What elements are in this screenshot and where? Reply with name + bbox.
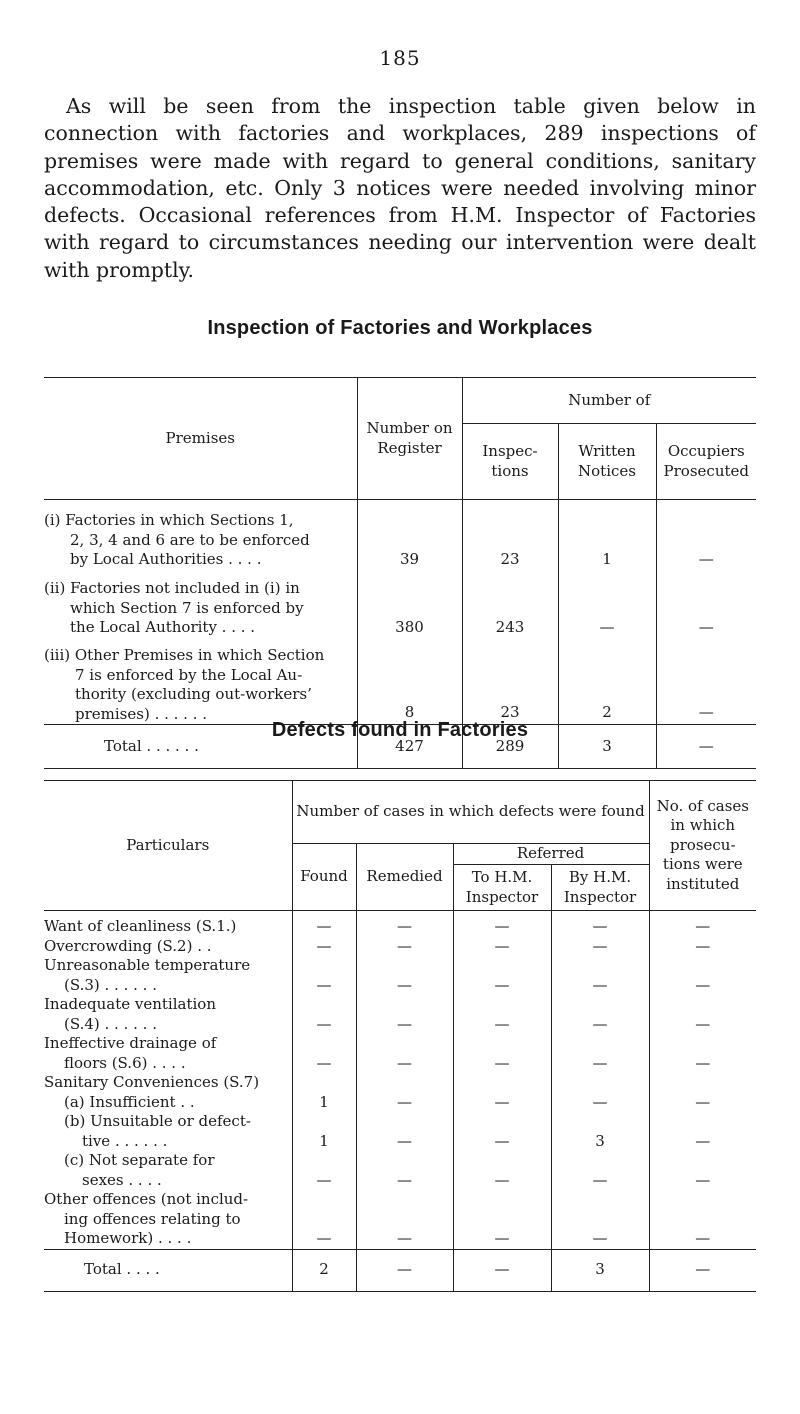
particulars-label xyxy=(44,1190,292,1249)
cell-register: 39 xyxy=(357,500,462,570)
particulars-line: floors (S.6) . . . . xyxy=(64,1053,186,1072)
cell-written: — xyxy=(558,570,656,638)
cell-by_hm: — xyxy=(551,1073,649,1112)
total-found: 2 xyxy=(292,1249,356,1291)
cell-prosecutions: — xyxy=(649,956,756,995)
table-row xyxy=(44,500,756,570)
cell-remedied: — xyxy=(356,956,453,995)
cell-register: 380 xyxy=(357,570,462,638)
particulars-line: (a) Insufficient . . xyxy=(64,1092,195,1111)
total-label: Total . . . . xyxy=(84,1260,160,1279)
cell-prosecutions: — xyxy=(649,911,756,937)
table-row xyxy=(44,1034,756,1073)
particulars-line: sexes . . . . xyxy=(82,1170,162,1189)
cell-prosecutions: — xyxy=(649,1112,756,1151)
inspection-table xyxy=(44,377,756,769)
table-row xyxy=(44,1151,756,1190)
cell-to_hm: — xyxy=(453,1073,551,1112)
particulars-line: ing offences relating to xyxy=(64,1209,241,1228)
cell-to_hm: — xyxy=(453,911,551,937)
cell-by_hm: 3 xyxy=(551,1112,649,1151)
total-row xyxy=(44,1249,756,1291)
cell-by_hm: — xyxy=(551,956,649,995)
cell-inspections: 23 xyxy=(462,638,558,725)
cell-inspections: 243 xyxy=(462,570,558,638)
table-row xyxy=(44,570,756,638)
cell-by_hm: — xyxy=(551,1190,649,1249)
cell-inspections: 23 xyxy=(462,500,558,570)
cell-to_hm: — xyxy=(453,995,551,1034)
cell-prosecutions: — xyxy=(649,1151,756,1190)
particulars-line: (S.4) . . . . . . xyxy=(64,1014,157,1033)
total-to_hm: — xyxy=(453,1249,551,1291)
premises-label xyxy=(44,570,357,638)
total-written: 3 xyxy=(558,725,656,769)
cell-remedied: — xyxy=(356,937,453,957)
particulars-line: Overcrowding (S.2) . . xyxy=(44,936,212,955)
total-prosecutions: — xyxy=(649,1249,756,1291)
particulars-label xyxy=(44,1112,292,1151)
cell-found: — xyxy=(292,1151,356,1190)
cell-prosecutions: — xyxy=(649,1190,756,1249)
total-occupiers: — xyxy=(656,725,756,769)
premises-line: (i) Factories in which Sections 1, xyxy=(44,511,294,529)
cell-found: — xyxy=(292,1190,356,1249)
table-row xyxy=(44,1073,756,1112)
cell-found: — xyxy=(292,995,356,1034)
header-premises: Premises xyxy=(44,378,357,500)
header-by-hm-inspector: By H.M. Inspector xyxy=(551,865,649,910)
header-referred-group xyxy=(453,844,649,911)
particulars-line: (b) Unsuitable or defect- xyxy=(64,1112,251,1130)
cell-found: 1 xyxy=(292,1073,356,1112)
header-written-notices: Written Notices xyxy=(558,424,656,500)
table-row xyxy=(44,995,756,1034)
cell-remedied: — xyxy=(356,911,453,937)
cell-to_hm: — xyxy=(453,937,551,957)
particulars-line: Unreasonable temperature xyxy=(44,956,251,974)
particulars-label xyxy=(44,1034,292,1073)
premises-label xyxy=(44,500,357,570)
cell-occupiers: — xyxy=(656,638,756,725)
cell-by_hm: — xyxy=(551,1034,649,1073)
cell-to_hm: — xyxy=(453,1151,551,1190)
header-number-of-cases: Number of cases in which defects were found xyxy=(292,781,649,844)
cell-found: — xyxy=(292,937,356,957)
cell-prosecutions: — xyxy=(649,995,756,1034)
premises-line: (iii) Other Premises in which Section xyxy=(44,646,325,664)
header-number-of: Number of xyxy=(462,378,756,424)
cell-remedied: — xyxy=(356,1034,453,1073)
header-number-on-register: Number on Register xyxy=(357,378,462,500)
premises-line: the Local Authority . . . . xyxy=(70,618,256,636)
cell-occupiers: — xyxy=(656,500,756,570)
particulars-line: Homework) . . . . xyxy=(64,1229,192,1247)
header-occupiers-prosecuted: Occupiers Prosecuted xyxy=(656,424,756,500)
cell-to_hm: — xyxy=(453,1112,551,1151)
particulars-label xyxy=(44,911,292,937)
particulars-line: Other offences (not includ- xyxy=(44,1190,249,1208)
header-found: Found xyxy=(292,844,356,911)
particulars-line: (S.3) . . . . . . xyxy=(64,975,157,994)
cell-occupiers: — xyxy=(656,570,756,638)
premises-label xyxy=(44,638,357,725)
defects-table xyxy=(44,780,756,1292)
cell-to_hm: — xyxy=(453,1034,551,1073)
cell-remedied: — xyxy=(356,1073,453,1112)
header-prosecutions: No. of cases in which prosecu- tions were instituted xyxy=(649,781,756,911)
premises-line: 2, 3, 4 and 6 are to be enforced xyxy=(70,530,310,549)
page-number: 185 xyxy=(379,46,421,70)
particulars-label xyxy=(44,956,292,995)
cell-register: 8 xyxy=(357,638,462,725)
particulars-label xyxy=(44,937,292,957)
total-by_hm: 3 xyxy=(551,1249,649,1291)
cell-found: — xyxy=(292,1034,356,1073)
cell-written: 2 xyxy=(558,638,656,725)
particulars-line: Want of cleanliness (S.1.) xyxy=(44,917,237,935)
premises-line: thority (excluding out-workers’ xyxy=(75,685,312,703)
cell-remedied: — xyxy=(356,1151,453,1190)
cell-by_hm: — xyxy=(551,1151,649,1190)
cell-by_hm: — xyxy=(551,911,649,937)
header-inspections: Inspec- tions xyxy=(462,424,558,500)
table-row xyxy=(44,911,756,937)
cell-to_hm: — xyxy=(453,956,551,995)
cell-remedied: — xyxy=(356,1112,453,1151)
header-remedied: Remedied xyxy=(356,844,453,911)
cell-written: 1 xyxy=(558,500,656,570)
premises-line: by Local Authorities . . . . xyxy=(70,550,262,568)
premises-line: (ii) Factories not included in (i) in xyxy=(44,579,300,597)
table-row xyxy=(44,1112,756,1151)
particulars-line: Inadequate ventilation xyxy=(44,995,216,1013)
header-referred: Referred xyxy=(453,844,649,865)
cell-found: — xyxy=(292,956,356,995)
cell-found: — xyxy=(292,911,356,937)
particulars-label xyxy=(44,1073,292,1112)
table-row xyxy=(44,956,756,995)
table-row xyxy=(44,638,756,725)
cell-found: 1 xyxy=(292,1112,356,1151)
cell-remedied: — xyxy=(356,1190,453,1249)
cell-prosecutions: — xyxy=(649,1073,756,1112)
premises-line: which Section 7 is enforced by xyxy=(70,598,304,617)
particulars-line: (c) Not separate for xyxy=(64,1151,215,1169)
total-remedied: — xyxy=(356,1249,453,1291)
intro-paragraph: As will be seen from the inspection table given below in connection with factories and workplaces, 289 inspections of premises were made with regard to general conditions, sanitary accommodation, etc. Only 3 notices were needed involving minor defects. Occasional references from H.M. Inspector of Factories with regard to circumstances needing our intervention were dealt with promptly. xyxy=(44,94,756,282)
particulars-label xyxy=(44,1151,292,1190)
cell-prosecutions: — xyxy=(649,1034,756,1073)
defects-heading: Defects found in Factories xyxy=(271,719,529,741)
premises-line: 7 is enforced by the Local Au- xyxy=(75,665,303,684)
inspection-heading: Inspection of Factories and Workplaces xyxy=(207,317,593,339)
premises-line: premises) . . . . . . xyxy=(75,704,208,723)
particulars-line: Ineffective drainage of xyxy=(44,1034,217,1052)
header-particulars: Particulars xyxy=(44,781,292,911)
total-register: 427 xyxy=(357,725,462,769)
total-label: Total . . . . . . xyxy=(104,736,199,755)
particulars-label xyxy=(44,995,292,1034)
particulars-line: Sanitary Conveniences (S.7) xyxy=(44,1073,260,1091)
cell-to_hm: — xyxy=(453,1190,551,1249)
table-row xyxy=(44,937,756,957)
cell-by_hm: — xyxy=(551,995,649,1034)
cell-by_hm: — xyxy=(551,937,649,957)
table-row xyxy=(44,1190,756,1249)
header-to-hm-inspector: To H.M. Inspector xyxy=(465,868,539,906)
particulars-line: tive . . . . . . xyxy=(82,1131,168,1150)
total-inspections: 289 xyxy=(462,725,558,769)
cell-prosecutions: — xyxy=(649,937,756,957)
cell-remedied: — xyxy=(356,995,453,1034)
